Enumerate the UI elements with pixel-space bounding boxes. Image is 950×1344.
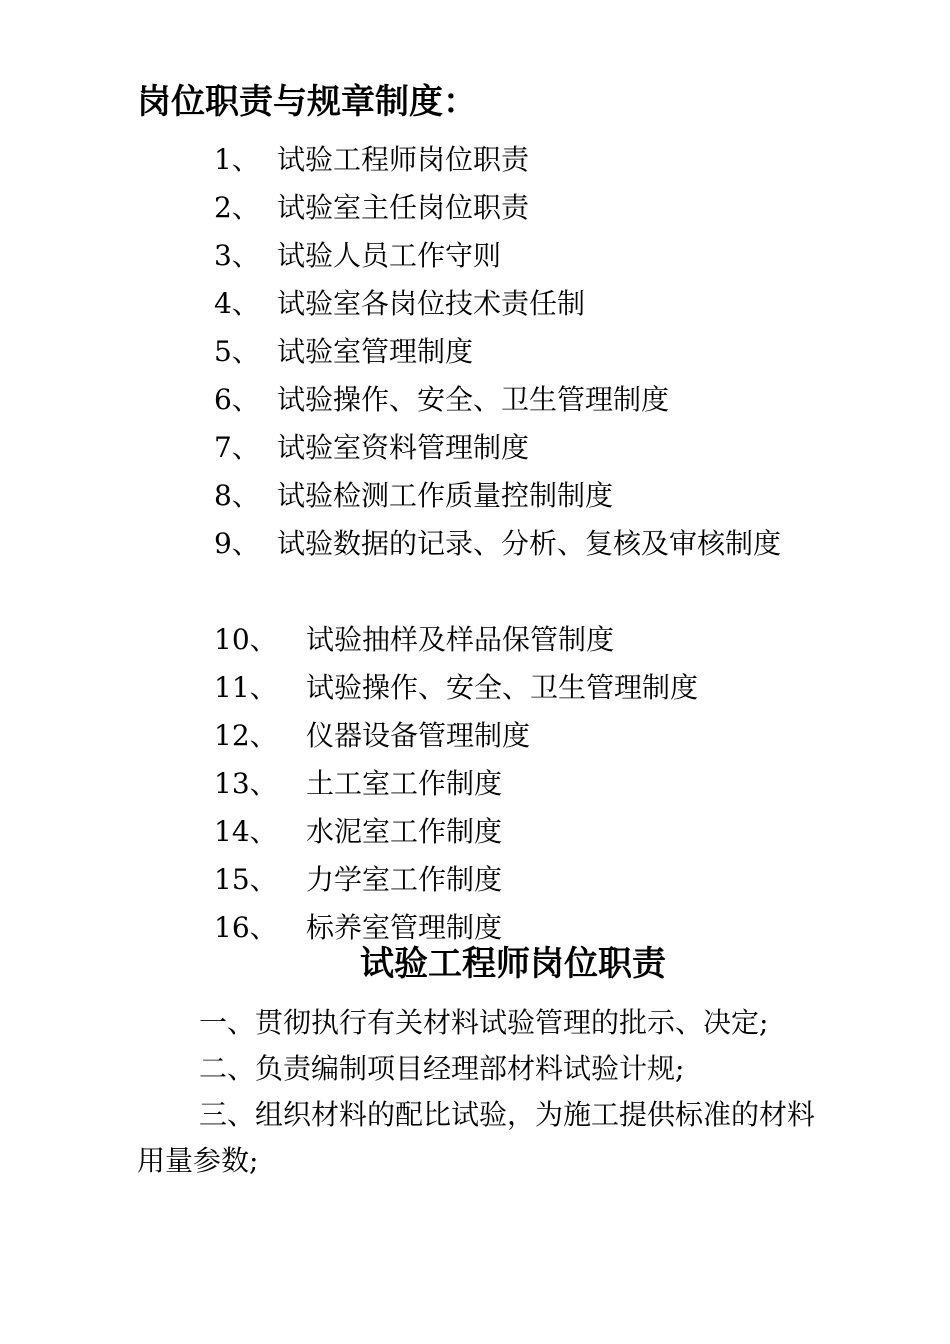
list-item [0, 328, 950, 376]
paragraph: 一、贯彻执行有关材料试验管理的批示、决定; [199, 1006, 769, 1039]
list-item-text: 试验检测工作质量控制制度 [277, 479, 614, 512]
list-item [0, 184, 950, 232]
list-item-text: 试验人员工作守则 [277, 239, 502, 272]
list-item-number: 1、 [214, 143, 260, 176]
list-item-text: 试验操作、安全、卫生管理制度 [277, 383, 670, 416]
list-item [0, 616, 950, 664]
list-item-text: 土工室工作制度 [306, 767, 503, 800]
list-item [0, 712, 950, 760]
list-item-text: 试验室资料管理制度 [277, 431, 530, 464]
list-item-number: 5、 [214, 335, 260, 368]
list-item-number: 13、 [214, 767, 278, 800]
list-item-text: 力学室工作制度 [306, 863, 503, 896]
list-item-text: 试验室主任岗位职责 [277, 191, 530, 224]
list-item-number: 4、 [214, 287, 260, 320]
list-item [0, 424, 950, 472]
list-item-number: 8、 [214, 479, 260, 512]
list-item-text: 试验室管理制度 [277, 335, 474, 368]
list-item-text: 仪器设备管理制度 [306, 719, 531, 752]
list-item-number: 7、 [214, 431, 260, 464]
list-item-text: 试验室各岗位技术责任制 [277, 287, 586, 320]
list-item-number: 12、 [214, 719, 278, 752]
list-item [0, 808, 950, 856]
list-item-text: 标养室管理制度 [306, 911, 503, 944]
regulation-list [0, 136, 950, 952]
section-body [137, 1000, 817, 1184]
page-heading: 岗位职责与规章制度： [137, 82, 477, 122]
list-item-number: 16、 [214, 911, 278, 944]
paragraph: 二、负责编制项目经理部材料试验计规; [199, 1052, 685, 1085]
list-item [0, 232, 950, 280]
list-item [0, 280, 950, 328]
list-item-text: 试验数据的记录、分析、复核及审核制度 [277, 527, 782, 560]
section-title: 试验工程师岗位职责 [360, 944, 666, 984]
list-item [0, 472, 950, 520]
list-item [0, 760, 950, 808]
list-item-number: 15、 [214, 863, 278, 896]
list-item-text: 试验操作、安全、卫生管理制度 [306, 671, 699, 704]
list-item [0, 376, 950, 424]
list-item-number: 9、 [214, 527, 260, 560]
list-item-number: 3、 [214, 239, 260, 272]
list-item-number: 10、 [214, 623, 278, 656]
list-item-text: 试验工程师岗位职责 [277, 143, 530, 176]
list-item-number: 11、 [214, 671, 278, 704]
list-item-number: 14、 [214, 815, 278, 848]
list-item [0, 664, 950, 712]
list-item-text: 水泥室工作制度 [306, 815, 503, 848]
list-item [0, 520, 950, 616]
list-item-text: 试验抽样及样品保管制度 [306, 623, 615, 656]
list-item [0, 136, 950, 184]
paragraph: 三、组织材料的配比试验，为施工提供标准的材料用量参数; [137, 1098, 816, 1177]
list-item [0, 856, 950, 904]
list-item-number: 2、 [214, 191, 260, 224]
list-item-number: 6、 [214, 383, 260, 416]
